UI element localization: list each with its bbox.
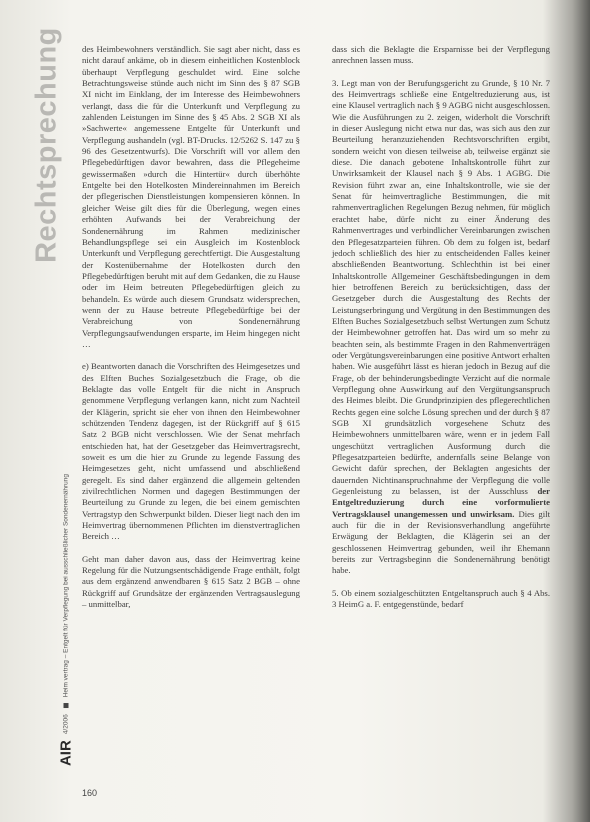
section-title-text: Rechtsprechung (30, 27, 63, 263)
left-text-column (82, 44, 300, 611)
vertical-footer (56, 430, 76, 810)
article-caption: Heim vertrag – Entgelt für Verpflegung bei ausschließlicher Sondenernährung (62, 473, 70, 698)
emphasized-text: der Entgeltreduzierung durch eine vorformulierte Vertragsklausel unangemessen und unwirksam. (332, 486, 550, 519)
paragraph: Geht man daher davon aus, dass der Heimvertrag keine Regelung für die Nutzungsentschädigende Frage enthält, folgt aus dem ergänzend anwendbaren § 615 Satz 2 BGB – ohne Rückgriff auf Grundsätze der ergänzenden Vertragsauslegung – unmittelbar, (82, 553, 300, 610)
page-number: 160 (82, 788, 98, 798)
paragraph: e) Beantworten danach die Vorschriften des Heimgesetzes und des Elften Buches Sozialgesetzbuch die Frage, ob die Beklagte das volle Entgelt für die nicht in Anspruch genommene Verpflegung verlangen kann, nicht zum Nachteil der Klägerin, spricht sie eher von ihnen den Heimbewohner schützenden Tendenz dagegen, ist der Rückgriff auf § 615 Satz 2 BGB nicht verschlossen. Wie der Senat mehrfach entschieden hat, hat der Gesetzgeber das Heimvertragsrecht, soweit es um die hier zu Grunde zu legende Fassung des Heimgesetzes geht, nicht umfassend und abschließend geregelt. Es sind daher ergänzend die allgemein geltenden zivilrechtlichen Normen und dagegen Bestimmungen der Beurteilung zu Grunde zu legen, die bei einem gemischten Vertragstyp den Schwerpunkt bilden. Dieser liegt nach den im Heimvertrag übernommenen Pflichten im dienstvertraglichen Bereich … (82, 361, 300, 542)
right-text-column (332, 44, 550, 611)
journal-logo: AIR (57, 740, 75, 767)
paragraph: dass sich die Beklagte die Ersparnisse bei der Verpflegung anrechnen lassen muss. (332, 44, 550, 66)
section-title (22, 27, 72, 263)
paragraph: 5. Ob einem sozialgeschützten Entgeltanspruch auch § 4 Abs. 3 HeimG a. F. entgegenstünde, bedarf (332, 587, 550, 610)
paragraph: des Heimbewohners verständlich. Sie sagt aber nicht, dass es nicht darauf ankäme, ob in diesem einheitlichen Kostenblock überhaupt Verpflegung geschuldet wird. Eine solche Betrachtungsweise stünde auch nicht im Sinn des § 87 SGB XI nicht im Einklang, der im Interesse des Heimbewohners verlangt, dass die für die Unterkunft und Verpflegung zu zahlenden Leistungen im Sinne des § 45 Abs. 2 SGB XI als »Sachwerte« angemessene Entgelte für Unterkunft und Verpflegung aushandeln (vgl. BT-Drucks. 12/5262 S. 147 zu § 96 des Gesetzentwurfs). Die Vorschrift will vor allem den Pflegebedürftigen davor bewahren, dass die Pflegeheime gewissermaßen »durch die Hintertür« durch überhöhte Entgelte bei den Hotelkosten Mindereinnahmen im Bereich der pflegerischen Dienstleistungen kompensieren können. In gleicher Weise gilt dies für die Überlegung, wegen eines erhöhten Aufwands bei der Verabreichung der Sondenernährung im Rahmen medizinischer Behandlungspflege sei ein Ausgleich im Kostenblock Unterkunft und Verpflegung gerechtfertigt. Die Ausgestaltung der Kostenübernahme der Hotelkosten durch den Pflegebedürftigen beruht mit auf dem Gedanken, die zu Hause oder im Heim betreuten Pflegebedürftigen gleich zu behandeln. Es würde auch diesem Grundsatz widersprechen, wenn der zu Hause betreute Pflegebedürftige bei der Verabreichung von Sondenernährung Verpflegungsaufwendungen ersparte, im Heim hingegen nicht … (82, 44, 300, 349)
issue-number: 4/2006 (62, 714, 70, 735)
paragraph: 3. Legt man von der Berufungsgericht zu Grunde, § 10 Nr. 7 des Heimvertrags schließe eine Entgeltreduzierung aus, ist eine Klausel vertraglich nach § 9 AGBG nicht ausgeschlossen. Wie die Ausführungen zu 2. zeigen, widerholt die Vorschrift in dieser Auslegung nicht etwa nur das, was sich aus den zur Beurteilung heranzuziehenden Rechtsvorschriften ergibt, sondern weicht von diesen teilweise ab, teilweise ergänzt sie diese. Die danach gebotene Inhaltskontrolle führt zur Unwirksamkeit der Klausel nach § 9 Abs. 1 AGBG. Die Revision führt zwar an, eine Inhaltskontrolle, wie sie der Senat für heimvertragliche Bestimmungen, die mit rahmenvertraglichen Regelungen Bezug nehmen, für möglich erachtet habe, dürfe nicht zu einer Änderung des Rahmenvertrages und verbindlicher Vereinbarungen zwischen den Pflegesatzparteien führen. Ob dem zu folgen ist, bedarf jedoch schließlich des hier zu entscheidenden Falles keiner abschließenden Beantwortung. Schlechthin ist bei einer Inhaltskontrolle Allgemeiner Geschäftsbedingungen in dem hier betroffenen Bereich zu berücksichtigen, dass der Gesetzgeber durch die Ausgestaltung des Rechts der Leistungserbringung und Vergütung in den Bestimmungen des Elften Buches Sozialgesetzbuch selbst Wertungen zum Schutz der Heimbewohner getroffen hat. Das wird um so mehr zu beachten sein, als bestimmte Fragen in den Rahmenverträgen oder Vergütungsvereinbarungen eine positive Antwort erhalten haben. Wie ausgeführt lässt es hieran jedoch in Bezug auf die Frage, ob der behinderungsbedingte Verzicht auf die normale Verpflegung ohne Auswirkung auf den Vergütungsanspruch des Heimes bleibt. Die Grundprinzipien des pflegerechtlichen Rechts gegen eine solche Lösung sprechen und der durch § 87 SGB XI grundsätzlich vorgesehene Schutz des Heimbewohners unmittelbaren wäre, wenn er in jedem Fall ungeschützt vertraglichen Ausformung durch die Pflegesatzparteien bedürfte, andernfalls seine Belange von Gewicht dafür sprechen, der Beklagten angesichts der dauernden Nichtinanspruchnahme der Verpflegung die volle Gegenleistung zu belassen, ist der Ausschluss der Entgeltreduzierung durch eine vorformulierte Vertragsklausel unangemessen und unwirksam. Dies gilt auch für die in der Revisionsverhandlung angeführte Erwägung der Beklagten, die Klägerin sei an der geschlossenen Heimvertrag gebunden, weil ihr Ehemann bereits zur Vertragsbeginn die Sondenernährung benötigt habe. (332, 77, 551, 576)
separator-square-icon (64, 703, 69, 708)
